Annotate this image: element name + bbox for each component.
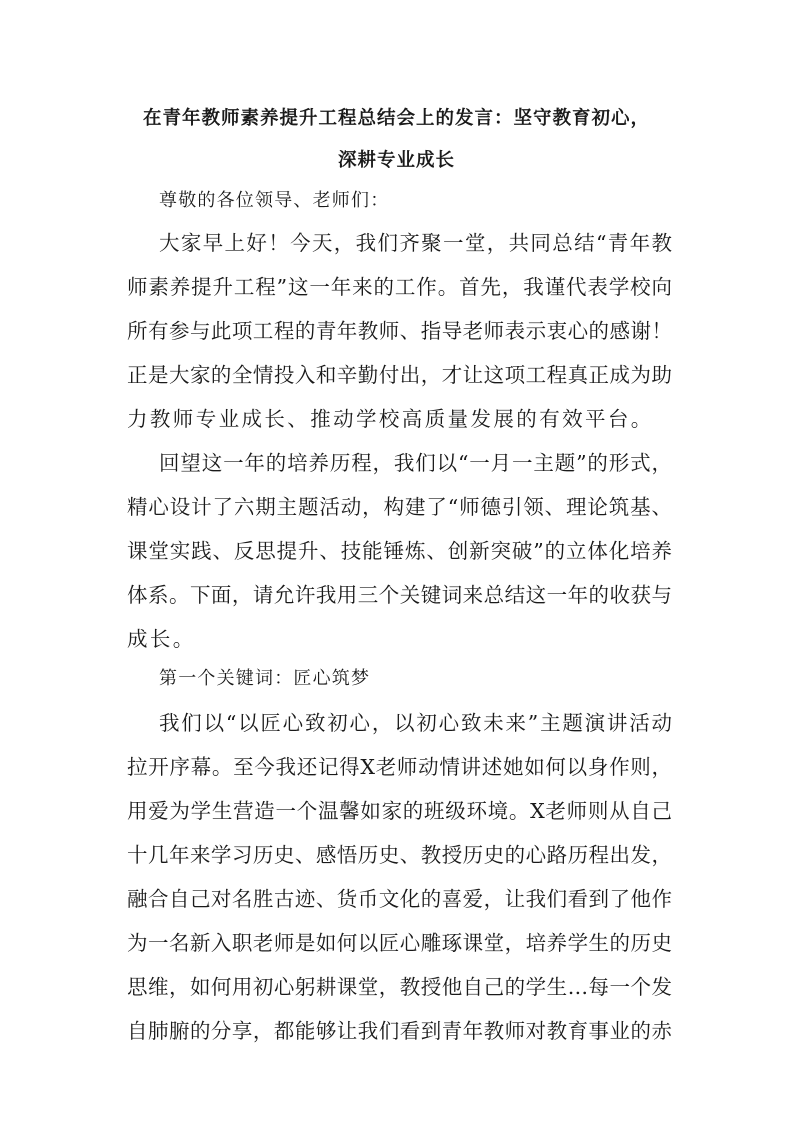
body-line: 回望这一年的培养历程，我们以“一月一主题”的形式， bbox=[159, 451, 672, 475]
salutation: 尊敬的各位领导、老师们： bbox=[159, 190, 390, 211]
body-line: 课堂实践、反思提升、技能锤炼、创新突破”的立体化培养 bbox=[127, 539, 672, 563]
body-line: 师素养提升工程”这一年来的工作。首先，我谨代表学校向 bbox=[127, 275, 672, 299]
body-line: 为一名新入职老师是如何以匠心雕琢课堂，培养学生的历史 bbox=[127, 931, 672, 955]
document-title-line-1: 在青年教师素养提升工程总结会上的发言：坚守教育初心， bbox=[142, 108, 650, 129]
body-line: 拉开序幕。至今我还记得X老师动情讲述她如何以身作则， bbox=[127, 755, 672, 779]
body-line: 思维，如何用初心躬耕课堂，教授他自己的学生…每一个发 bbox=[127, 975, 672, 999]
body-line: 十几年来学习历史、感悟历史、教授历史的心路历程出发， bbox=[127, 843, 672, 867]
body-line: 精心设计了六期主题活动，构建了“师德引领、理论筑基、 bbox=[127, 495, 672, 519]
body-line: 成长。 bbox=[127, 627, 196, 651]
section-heading: 第一个关键词：匠心筑梦 bbox=[159, 668, 371, 689]
body-line: 大家早上好！今天，我们齐聚一堂，共同总结“青年教 bbox=[159, 231, 672, 255]
body-line: 自肺腑的分享，都能够让我们看到青年教师对教育事业的赤 bbox=[127, 1019, 672, 1043]
body-line: 体系。下面，请允许我用三个关键词来总结这一年的收获与 bbox=[127, 583, 672, 607]
document-title-line-2: 深耕专业成长 bbox=[337, 150, 455, 171]
body-line: 力教师专业成长、推动学校高质量发展的有效平台。 bbox=[127, 407, 654, 431]
body-line: 所有参与此项工程的青年教师、指导老师表示衷心的感谢！ bbox=[127, 319, 672, 343]
body-line: 我们以“以匠心致初心，以初心致未来”主题演讲活动 bbox=[159, 711, 672, 735]
body-line: 正是大家的全情投入和辛勤付出，才让这项工程真正成为助 bbox=[127, 363, 672, 387]
body-line: 融合自己对名胜古迹、货币文化的喜爱，让我们看到了他作 bbox=[127, 887, 672, 911]
body-line: 用爱为学生营造一个温馨如家的班级环境。X老师则从自己 bbox=[127, 799, 672, 823]
